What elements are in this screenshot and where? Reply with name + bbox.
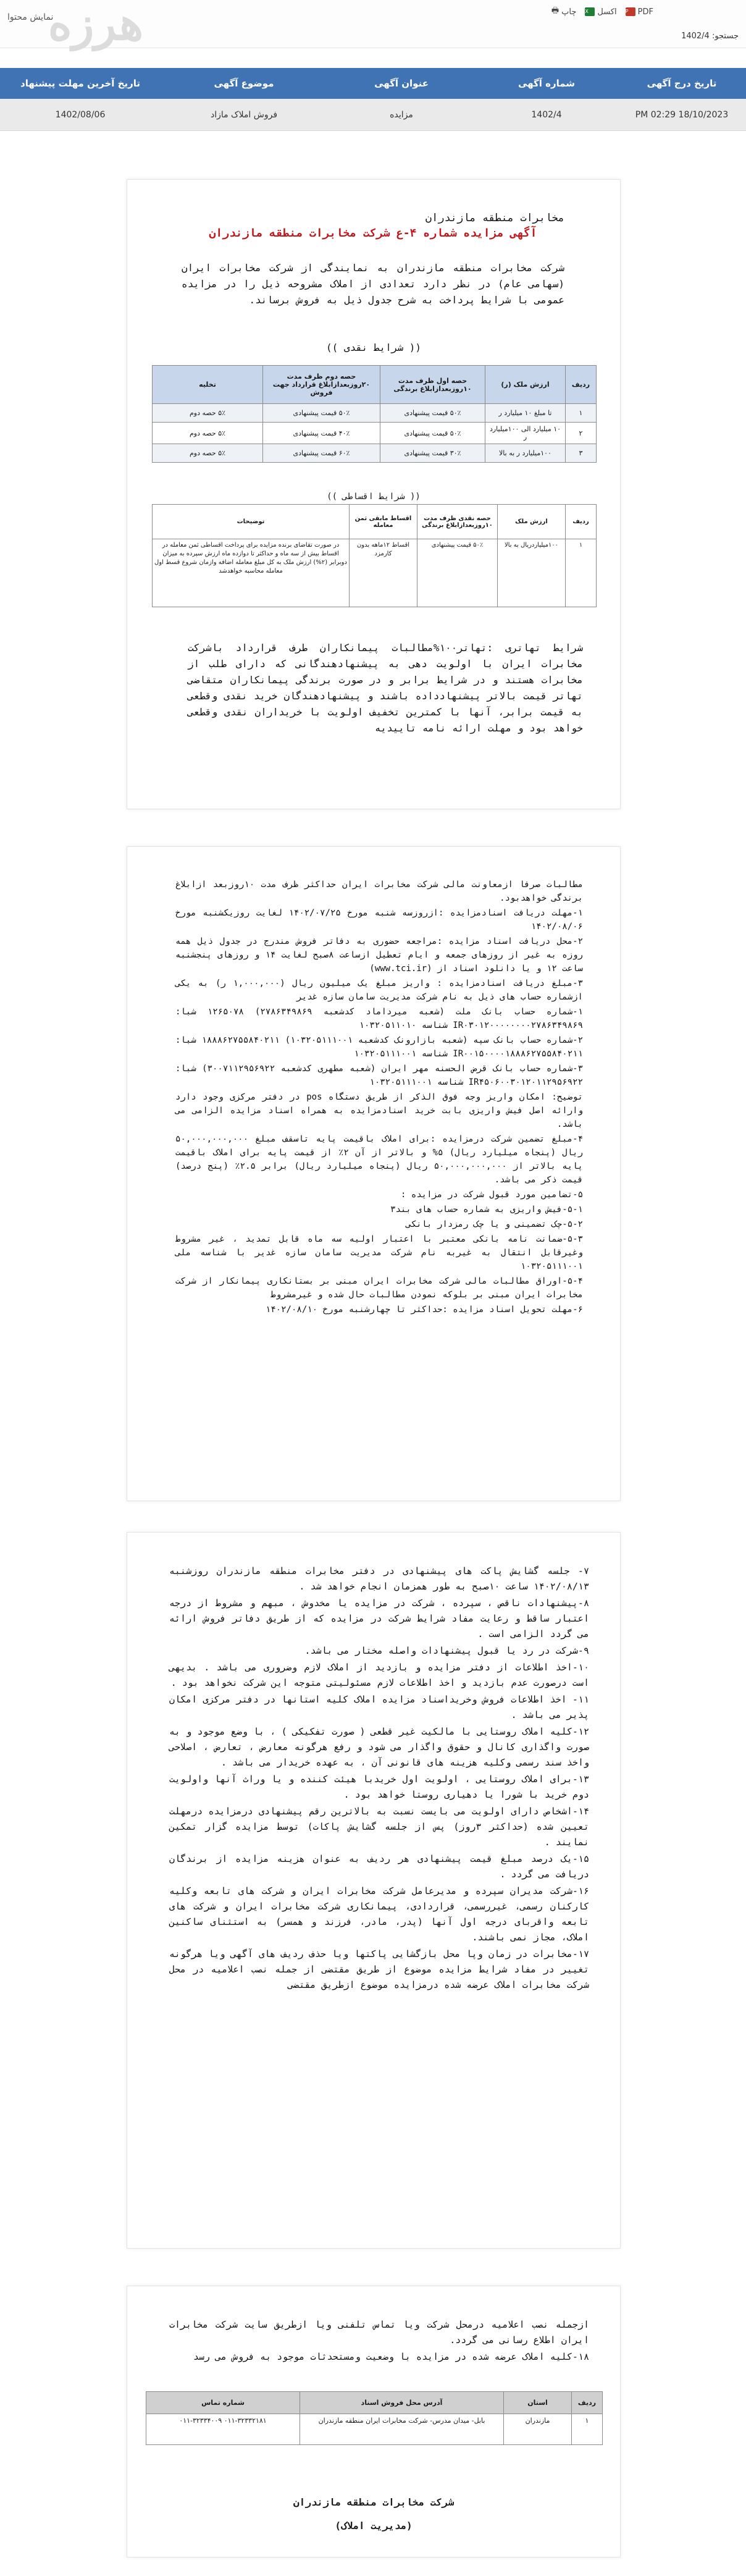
table-cell: مازندران: [504, 2414, 572, 2445]
page-body: [175, 878, 583, 1318]
paragraph: توضیح: امکان واریز وجه فوق الذکر از طریق دستگاه pos در دفتر مرکزی وجود دارد وارائه اصل فیش واریزی بابت خرید اسنادمزایده به همراه اسناد مزایده الزامی می باشد.: [175, 1092, 583, 1129]
table-cell: ۲: [566, 423, 597, 444]
paragraph: ۱۶-شرکت مدیران سپرده و مدیرعامل شرکت مخابرات ایران و شرکت های تابعه وکلیه کارکنان رسمی، غیررسمی، قراردادی، پیمانکاری شرکت مخابرات ایران و شرکت های تابعه واقربای درجه اول آنها (پدر، مادر، فرزند و همسر) به استثنای ساکنین املاک، مجاز نمی باشند.: [169, 1885, 589, 1943]
notice-title: آگهی مزایده شماره ۴-ع شرکت مخابرات منطقه مازندران: [209, 227, 537, 240]
table-header: استان: [504, 2392, 572, 2414]
paragraph: ۷- جلسه گشایش پاکت های پیشنهادی در دفتر مخابرات منطقه مازندران روزشنبه ۱۴۰۲/۰۸/۱۳ ساعت ۱۰صبح به طور همزمان انجام خواهد شد .: [169, 1565, 589, 1592]
table-header: حصه اول ظرف مدت ۱۰روزبعدازابلاغ برندگی: [380, 366, 485, 404]
table-cell: ۴۰٪ قیمت پیشنهادی: [263, 423, 380, 444]
document-page-3: [127, 1532, 621, 2249]
cash-terms-label: (( شرایط نقدی )): [325, 342, 422, 353]
table-header: آدرس محل فروش اسناد: [300, 2392, 504, 2414]
paragraph: ۱۱- اخذ اطلاعات فروش وخریداسناد مزایده املاک کلیه استانها در دفتر مرکزی امکان پذیر می باشد .: [169, 1694, 589, 1720]
paragraph: ۱۳-برای املاک روستایی ، اولویت اول خریدبا هیئت کننده و یا وراث آنها واولویت دوم خرید با شورا یا دهیاری روستا خواهد بود .: [169, 1774, 589, 1800]
table-header: ردیف: [566, 366, 597, 404]
paragraph: ازجمله نصب اعلامیه درمحل شرکت ویا تماس تلفنی ویا ازطریق سایت شرکت مخابرات ایران اطلاع رسانی می گردد.: [169, 2319, 589, 2346]
table-cell: تا مبلغ ۱۰ میلیارد ر: [485, 404, 566, 423]
table-cell: ۳۰٪ قیمت پیشنهادی: [380, 444, 485, 463]
signature-dept: (مدیریت املاک): [335, 2520, 413, 2532]
ads-table-header: [0, 68, 746, 99]
paragraph: ۱۲-کلیه املاک روستایی با مالکیت غیر قطعی ( صورت تفکیکی ) ، با وضع موجود و به صورت واگذاری کانال و حقوق واگذار می شود و رفع هرگونه معارض ، تعارض ، اصلاحی واخذ سند رسمی وکلیه هزینه های قانونی آن ، به عهده خریدار می باشد .: [169, 1726, 589, 1768]
paragraph: ۳-شماره حساب بانک قرض الحسنه مهر ایران (شعبه مطهری کدشعبه ۳۰۰۷۱۱۲۹۵۶۹۲۲) شبا: IR۴۵۰۶۰۰۳۰۱۲۰۱۱۲۹۵۶۹۲۲ شناسه ۱۰۳۲۰۵۱۱۱۰۰۱: [175, 1064, 584, 1087]
print-icon: 🖶: [551, 6, 560, 15]
table-cell: ۶۰٪ قیمت پیشنهادی: [263, 444, 380, 463]
document-page-2: [127, 846, 621, 1501]
print-button[interactable]: 🖶 چاپ: [551, 5, 577, 19]
table-cell: ۵٪ حصه دوم: [153, 404, 263, 423]
table-cell: ۱۰۰میلیاردریال به بالا: [498, 539, 566, 607]
paragraph: ۲-محل دریافت اسناد مزایده :مراجعه حضوری به دفاتر فروش مندرج در جدول ذیل همه روزه به غیر از روزهای جمعه و ایام تعطیل ازساعت ۸صبح لغایت ۱۴ و روزهای پنجشنبه ساعت ۱۲ و یا دانلود اسناد از (www.tci.ir): [175, 937, 583, 974]
paragraph: ۵-۱-فیش واریزی به شماره حساب های بند۳: [390, 1205, 583, 1214]
installment-terms-table: [152, 504, 597, 607]
cash-terms-table: [152, 365, 597, 463]
pdf-button[interactable]: P PDF: [625, 7, 653, 17]
table-cell: ۵۰٪ قیمت پیشنهادی: [417, 539, 498, 607]
table-header: تخلیه: [153, 366, 263, 404]
table-row: [153, 539, 597, 607]
table-header: ردیف: [566, 505, 597, 539]
paragraph: ۱۸-کلیه املاک عرضه شده در مزایده با وضعیت ومستحدثات موجود به فروش می رسد: [193, 2351, 589, 2362]
paragraph: ۱۴-اشخاص دارای اولویت می بایست نسبت به بالاترین رقم پیشنهادی درمزایده درمهلت تعیین شده (حداکثر ۳روز) پس از جلسه گشایش پاکات) توسط مزایده گزار تمکین نمایند .: [169, 1806, 589, 1848]
table-cell: ۵٪ حصه دوم: [153, 423, 263, 444]
col-subject[interactable]: موضوع آگهی: [214, 78, 274, 89]
table-header: شماره تماس: [146, 2392, 300, 2414]
col-number[interactable]: شماره آگهی: [518, 78, 576, 89]
paragraph: ۸-پیشنهادات ناقص ، سپرده ، شرکت در مزایده یا مخدوش ، مبهم و مشروط از درجه اعتبار ساقط و رعایت مفاد شرایط شرکت در مزایده که از طریق دفاتر فروش ارائه می گردد الزامی است .: [169, 1597, 589, 1639]
table-cell: ۵۰٪ قیمت پیشنهادی: [263, 404, 380, 423]
table-cell: ۱: [572, 2414, 603, 2445]
col-date[interactable]: تاریخ درج آگهی: [647, 78, 717, 89]
table-cell: ۱: [566, 539, 597, 607]
table-row: [153, 444, 597, 463]
cell-deadline: 1402/08/06: [55, 109, 106, 120]
paragraph: ۶-مهلت تحویل اسناد مزایده :حداکثر تا چهارشنبه مورخ ۱۴۰۲/۰۸/۱۰: [265, 1305, 583, 1315]
cell-title: مزایده: [390, 109, 413, 120]
logo: هرزه: [48, 0, 144, 51]
paragraph: ۱-شماره حساب بانک ملت (شعبه میرداماد کدشعبه ۲۷۸۶۳۴۹۸۶۹) ۱۲۶۵۰۷۸ شبا: IR۰۳۰۱۲۰۰۰۰۰۰۰۰۲۷۸۶۳۴۹۸۶۹ شناسه ۱۰۳۲۰۵۱۱۰۱۰: [175, 1007, 584, 1030]
excel-icon: X: [585, 7, 595, 16]
org-name: مخابرات منطقه مازندران: [425, 212, 564, 224]
table-header: اقساط مابقی ثمن معامله: [350, 505, 417, 539]
paragraph: ۳-مبلغ دریافت اسنادمزایده : واریز مبلغ یک میلیون ریال (۱,۰۰۰,۰۰۰ ر) به یکی ازشماره حساب های ذیل به نام شرکت مدیریت سامان سازه غدیر: [175, 979, 583, 1002]
top-bar: [0, 0, 746, 51]
document-page-1: [127, 179, 621, 809]
intro-text: شرکت مخابرات منطقه مازندران به نمایندگی از شرکت مخابرات ایران (سهامی عام) در نظر دارد تعدادی از املاک مشروحه ذیل را در مزایده عمومی با شرایط پرداخت به شرح جدول ذیل به فروش برساند.: [182, 262, 564, 306]
table-cell: ۵۰٪ قیمت پیشنهادی: [380, 404, 485, 423]
table-cell: ۱۰ میلیارد الی ۱۰۰میلیارد ر: [485, 423, 566, 444]
sales-office-table: [146, 2391, 603, 2445]
paragraph: ۱۵-یک درصد مبلغ قیمت پیشنهادی هر ردیف به عنوان هزینه مزایده از برندگان دریافت می گردد .: [169, 1853, 589, 1880]
table-header: ارزش ملک: [498, 505, 566, 539]
page-body: [169, 1564, 589, 1994]
signature-org: شرکت مخابرات منطقه مازندران: [293, 2496, 455, 2508]
table-cell: اقساط ۱۲ماهه بدون کارمزد: [350, 539, 417, 607]
search-input[interactable]: جستجو: 1402/4: [681, 32, 739, 41]
table-header: ردیف: [572, 2392, 603, 2414]
table-header: حصه دوم ظرف مدت ۲۰روزبعدازابلاغ قرارداد جهت فروش: [263, 366, 380, 404]
excel-button[interactable]: X اکسل: [585, 7, 617, 17]
paragraph: مطالبات صرفا ازمعاونت مالی شرکت مخابرات ایران حداکثر ظرف مدت ۱۰روزبعد ازابلاغ برندگی خواهدبود.: [175, 880, 583, 903]
table-cell: ۵٪ حصه دوم: [153, 444, 263, 463]
paragraph: ۱۷-مخابرات در زمان وپا محل بازگشایی پاکتها ویا حذف ردیف های آگهی ویا هرگونه تغییر در مفاد شرایط مزایده موضوع از طریق مقتضی از جمله نصب اعلامیه در محل شرکت مخابرات املاک عرضه شده درمزایده موضوع ازطریق مقتضی: [169, 1948, 589, 1990]
pdf-icon: P: [626, 7, 635, 16]
installment-terms-label: (( شرایط اقساطی )): [327, 492, 421, 502]
paragraph: ۵-۳-ضمانت نامه بانکی معتبر با اعتبار اولیه سه ماه قابل تمدید ، غیر مشروط وغیرقابل انتقال به غیربه نام شرکت مدیریت سامان سازه غدیر با شناسه ملی ۱۰۳۲۰۵۱۱۱۰۰۱: [175, 1234, 583, 1271]
barter-terms-text: شرایط تهاتری :تهاتر۱۰۰%مطالبات پیمانکاران طرف قرارداد باشرکت مخابرات ایران با اولویت دهی به پیشنهادهندگانی که دارای طلب از مخابرات هستند و در شرایط برابر و در صورت برندگی پیمانکاران متقاضی تهاتر قیمت بالاتر پیشنهادداده باشند و پیشنهادهندگان خرید نقدی وقطعی به قیمت برابر، آنها با کمترین تخفیف اولویت با خریداران نقدی وقطعی خواهد بود و مهلت ارائه نامه تاییدیه: [188, 642, 583, 734]
paragraph: ۵-۴-اوراق مطالبات مالی شرکت مخابرات ایران مبنی بر بستانکاری پیمانکار از شرکت مخابرات ایران مبنی بر بلوکه نمودن مطالبات حال شده و غیرمشروط: [175, 1276, 583, 1300]
paragraph: ۵-تضامین مورد قبول شرکت در مزایده :: [400, 1190, 583, 1200]
table-header: حصه نقدی ظرف مدت ۱۰روزبعدازابلاغ برندگی: [417, 505, 498, 539]
paragraph: ۴-مبلغ تضمین شرکت درمزایده :برای املاک باقیمت پایه تاسقف مبلغ ۵۰,۰۰۰,۰۰۰,۰۰۰ ریال (پنجاه میلیارد ریال) ۵% و بالاتر از آن ۲٪ از قیمت پایه برای املاک باقیمت پایه بالاتر از ۵۰,۰۰۰,۰۰۰,۰۰۰ ریال (پنجاه میلیارد ریال) برابر ۲.۵٪ (پنج درصد) قیمت ذکر می باشد.: [175, 1134, 584, 1185]
toolbar: [551, 5, 653, 19]
table-cell: ۳: [566, 444, 597, 463]
table-cell: بابل- میدان مدرس- شرکت مخابرات ایران منطقه مازندران: [300, 2414, 504, 2445]
table-cell: ۵۰٪ قیمت پیشنهادی: [380, 423, 485, 444]
table-cell: ۰۱۱-۳۲۳۳۲۱۸۱ ۰۱۱-۳۲۳۳۴۰۰۹: [146, 2414, 300, 2445]
table-row[interactable]: [0, 99, 746, 131]
col-deadline[interactable]: تاریخ آخرین مهلت پیشنهاد: [20, 78, 140, 89]
table-cell: ۱۰۰میلیارد ر به بالا: [485, 444, 566, 463]
table-row: [153, 423, 597, 444]
paragraph: ۹-شرکت در رد یا قبول پیشنهادات واصله مختار می باشد.: [304, 1645, 589, 1656]
table-cell: در صورت تقاضای برنده مزایده برای پرداخت اقساطی ثمن معامله در اقساط بیش از سه ماه و حداکثر تا دوازده ماه ارزش سپرده به میزان دوبرابر (۲%) ارزش ملک به کل مبلغ معامله اضافه وازمان شروع قسط اول معامله محاسبه خواهدشد: [153, 539, 350, 607]
view-content-label: نمایش محتوا: [7, 12, 54, 22]
paragraph: ۵-۲-چک تضمینی و یا چک رمزدار بانکی: [406, 1219, 583, 1229]
paragraph: ۱-مهلت دریافت اسنادمزایده :ازروزسه شنبه مورخ ۱۴۰۲/۰۷/۲۵ لغایت روزیکشنبه مورخ ۱۴۰۲/۰۸/۰۶: [175, 908, 583, 932]
table-row: [146, 2414, 603, 2445]
table-cell: ۱: [566, 404, 597, 423]
col-title[interactable]: عنوان آگهی: [374, 78, 429, 89]
table-header: ارزش ملک (ر): [485, 366, 566, 404]
cell-subject[interactable]: فروش املاک مازاد: [210, 109, 278, 120]
cell-date: 18/10/2023 02:29 PM: [635, 109, 729, 120]
paragraph: ۲-شماره حساب بانک سپه (شعبه بازارونک کدشعبه ۱۰۳۲۰۵۱۱۱۰۰۱) ۱۸۸۸۶۲۷۵۵۸۴۰۲۱۱ شبا: IR۰۰۱۵۰۰۰۰۱۸۸۸۶۲۷۵۵۸۴۰۲۱۱ شناسه ۱۰۳۲۰۵۱۱۱۰۰۱: [175, 1035, 584, 1059]
table-row: [153, 404, 597, 423]
cell-number: 1402/4: [531, 109, 562, 120]
page-body: [169, 2317, 589, 2366]
paragraph: ۱۰-اخذ اطلاعات از دفتر مزایده و بازدید از املاک لازم وضروری می باشد . بدیهی است درصورت عدم بازدید و اخذ اطلاعات لازم مسئولیتی متوجه این شرکت نخواهد بود .: [169, 1662, 589, 1688]
table-header: توضیحات: [153, 505, 350, 539]
document-page-4: [127, 2286, 621, 2557]
